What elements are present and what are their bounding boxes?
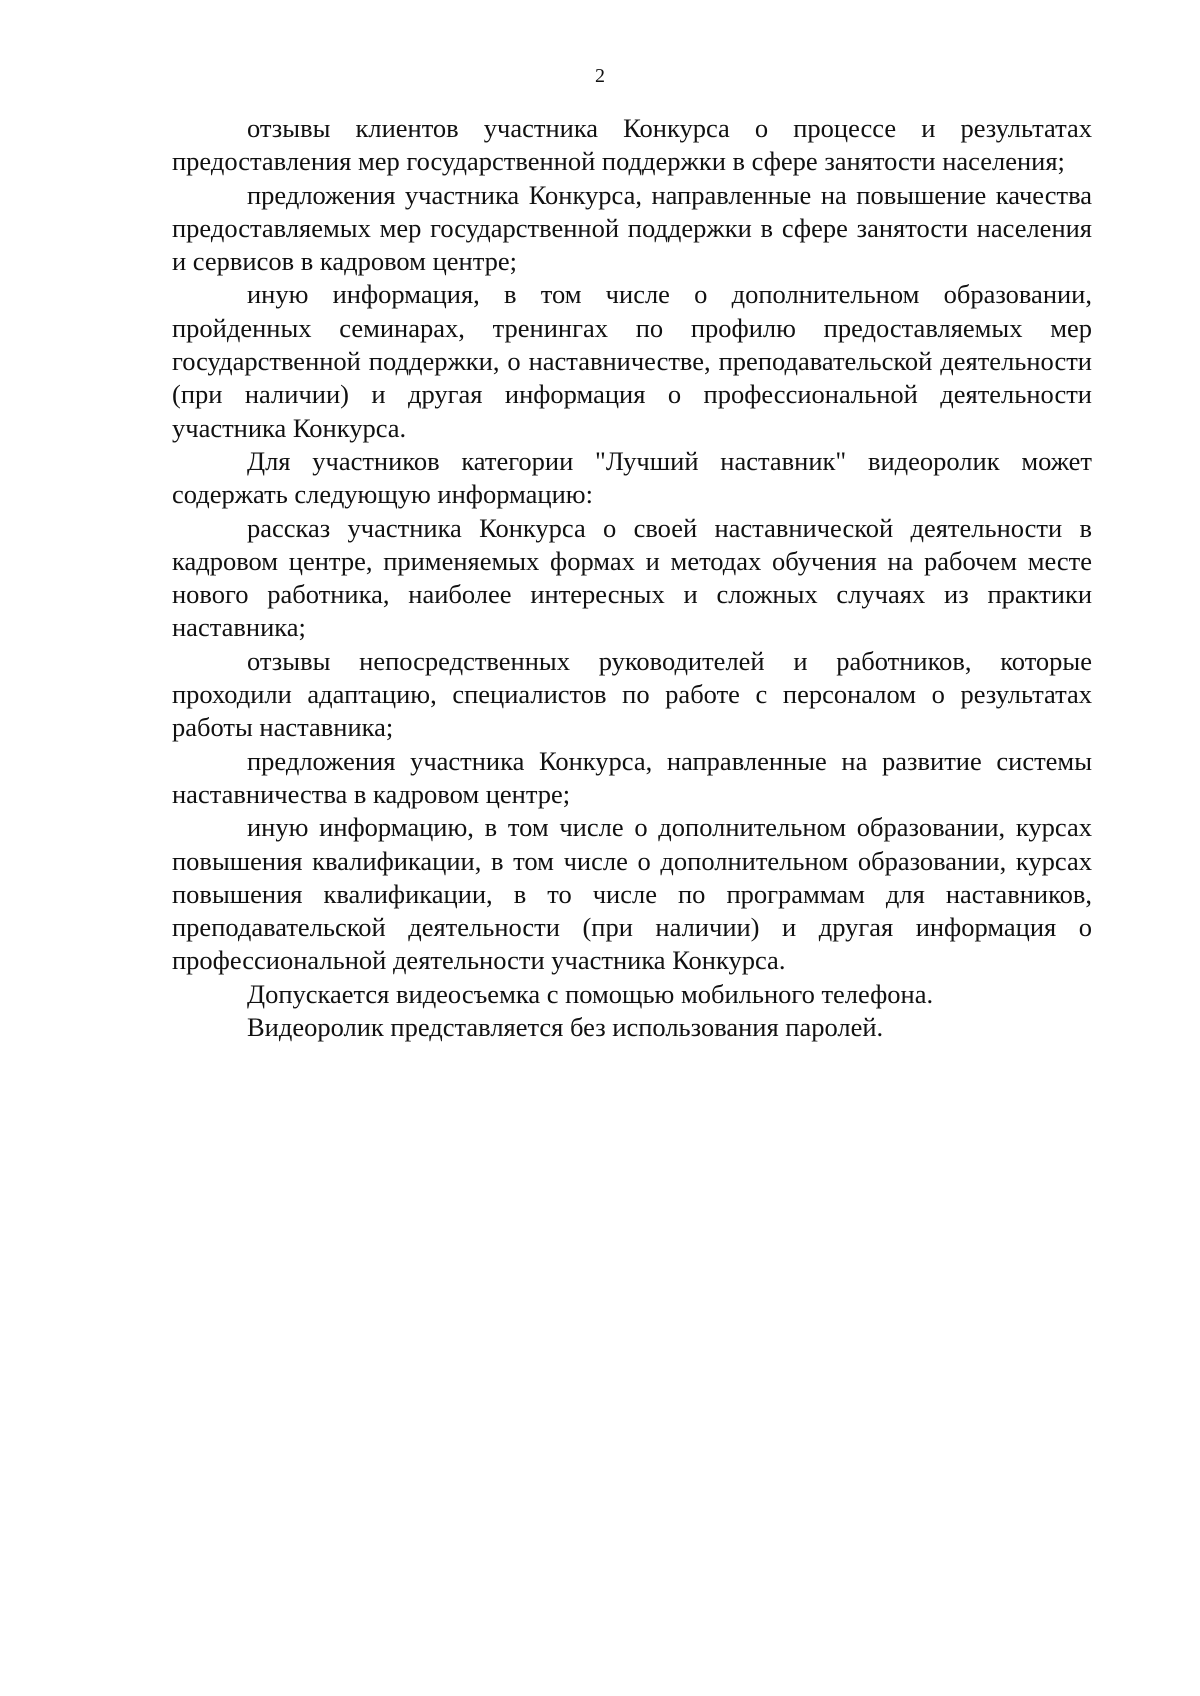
paragraph-mentor-story: рассказ участника Конкурса о своей наставнической деятельности в кадровом центре, применяемых формах и методах обучения на рабочем месте нового работника, наиболее интересных и сложных случаях из практики наставника;: [172, 512, 1092, 643]
paragraph-quality-proposals: предложения участника Конкурса, направленные на повышение качества предоставляемых мер государственной поддержки в сфере занятости населения и сервисов в кадровом центре;: [172, 179, 1092, 277]
paragraph-mentoring-proposals: предложения участника Конкурса, направленные на развитие системы наставничества в кадровом центре;: [172, 745, 1092, 809]
paragraph-mentor-other-information: иную информацию, в том числе о дополнительном образовании, курсах повышения квалификации, в том числе о дополнительном образовании, курсах повышения квалификации, в то числе по программам для наставников, преподавательской деятельности (при наличии) и другая информация о профессиональной деятельности участника Конкурса.: [172, 812, 1092, 976]
page-number: 2: [595, 65, 605, 87]
paragraph-manager-reviews: отзывы непосредственных руководителей и работников, которые проходили адаптацию, специалистов по работе с персоналом о результатах работы наставника;: [172, 645, 1092, 743]
paragraph-other-information: иную информация, в том числе о дополнительном образовании, пройденных семинарах, тренингах по профилю предоставляемых мер государственной поддержки, о наставничестве, преподавательской деятельности (при наличии) и другая информация о профессиональной деятельности участника Конкурса.: [172, 279, 1092, 443]
paragraph-best-mentor-intro: Для участников категории "Лучший наставник" видеоролик может содержать следующую информацию:: [172, 445, 1092, 510]
document-body: [172, 112, 1092, 1044]
paragraph-mobile-filming: Допускается видеосъемка с помощью мобильного телефона.: [247, 978, 934, 1009]
paragraph-client-reviews: отзывы клиентов участника Конкурса о процессе и результатах предоставления мер государственной поддержки в сфере занятости населения;: [172, 113, 1092, 177]
paragraph-no-passwords: Видеоролик представляется без использования паролей.: [247, 1012, 884, 1043]
